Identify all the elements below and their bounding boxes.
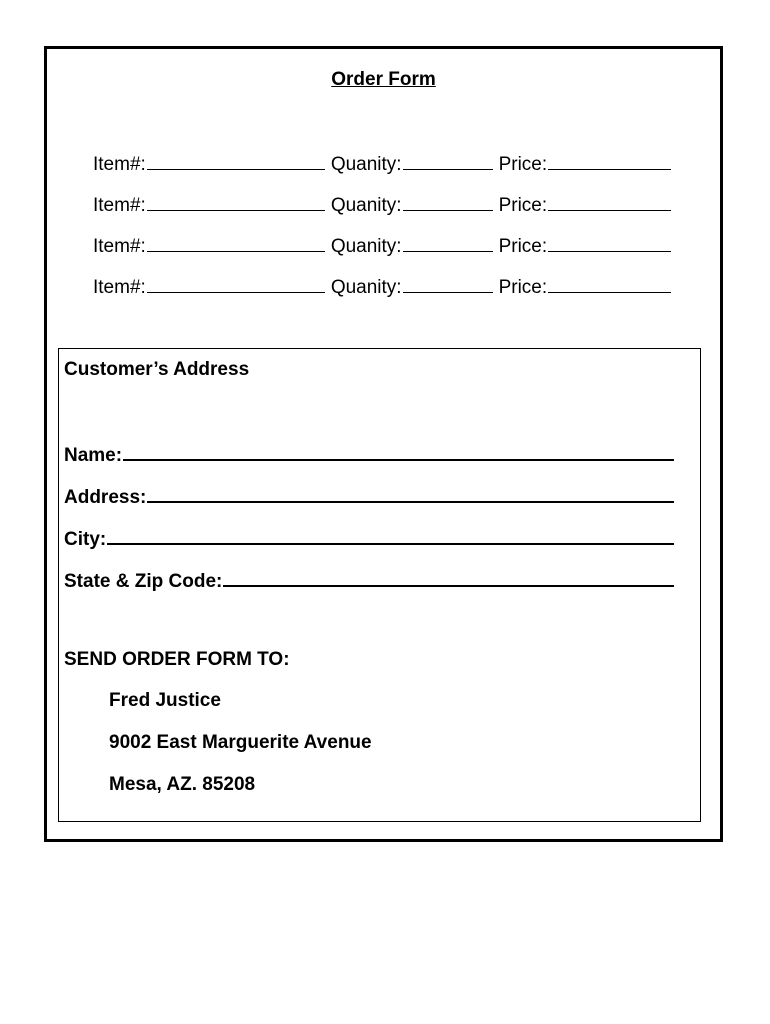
item-number-field[interactable] <box>93 276 325 299</box>
quantity-line[interactable] <box>403 276 493 293</box>
customer-address-fields <box>64 443 674 611</box>
item-row-3 <box>93 235 693 276</box>
address-line[interactable] <box>147 485 674 503</box>
item-number-label: Item#: <box>93 154 146 175</box>
quantity-line[interactable] <box>403 235 493 252</box>
state-zip-label: State & Zip Code: <box>64 571 223 592</box>
customer-address-box <box>58 348 701 822</box>
quantity-label: Quanity: <box>330 277 402 298</box>
price-line[interactable] <box>548 153 671 170</box>
item-number-field[interactable] <box>93 153 325 176</box>
price-line[interactable] <box>548 276 671 293</box>
send-to-address <box>109 690 372 816</box>
item-number-label: Item#: <box>93 236 146 257</box>
item-row-2 <box>93 194 693 235</box>
item-number-label: Item#: <box>93 195 146 216</box>
city-label: City: <box>64 529 107 550</box>
name-line[interactable] <box>123 443 674 461</box>
city-field[interactable] <box>64 527 674 569</box>
item-number-line[interactable] <box>147 194 325 211</box>
price-field[interactable] <box>499 153 672 176</box>
quantity-line[interactable] <box>403 194 493 211</box>
quantity-line[interactable] <box>403 153 493 170</box>
price-line[interactable] <box>548 235 671 252</box>
price-line[interactable] <box>548 194 671 211</box>
item-number-line[interactable] <box>147 235 325 252</box>
city-line[interactable] <box>107 527 674 545</box>
price-field[interactable] <box>499 235 672 258</box>
price-label: Price: <box>498 236 548 257</box>
item-number-field[interactable] <box>93 235 325 258</box>
item-rows <box>93 153 693 317</box>
item-number-line[interactable] <box>147 276 325 293</box>
quantity-field[interactable] <box>331 153 493 176</box>
item-number-label: Item#: <box>93 277 146 298</box>
recipient-name: Fred Justice <box>109 690 221 711</box>
quantity-field[interactable] <box>331 194 493 217</box>
recipient-city-state-zip: Mesa, AZ. 85208 <box>109 774 256 795</box>
item-row-1 <box>93 153 693 194</box>
price-field[interactable] <box>499 194 672 217</box>
quantity-label: Quanity: <box>330 195 402 216</box>
price-label: Price: <box>498 277 548 298</box>
quantity-field[interactable] <box>331 276 493 299</box>
recipient-street: 9002 East Marguerite Avenue <box>109 732 372 753</box>
state-zip-field[interactable] <box>64 569 674 611</box>
quantity-label: Quanity: <box>330 154 402 175</box>
quantity-field[interactable] <box>331 235 493 258</box>
order-form-page <box>44 46 723 842</box>
name-label: Name: <box>64 445 123 466</box>
price-label: Price: <box>498 195 548 216</box>
item-number-line[interactable] <box>147 153 325 170</box>
quantity-label: Quanity: <box>330 236 402 257</box>
item-number-field[interactable] <box>93 194 325 217</box>
price-field[interactable] <box>499 276 672 299</box>
state-zip-line[interactable] <box>223 569 674 587</box>
form-title: Order Form <box>331 69 436 90</box>
address-field[interactable] <box>64 485 674 527</box>
address-label: Address: <box>64 487 147 508</box>
item-row-4 <box>93 276 693 317</box>
price-label: Price: <box>498 154 548 175</box>
customer-address-heading: Customer’s Address <box>64 359 250 380</box>
send-order-heading: SEND ORDER FORM TO: <box>64 649 290 670</box>
name-field[interactable] <box>64 443 674 485</box>
